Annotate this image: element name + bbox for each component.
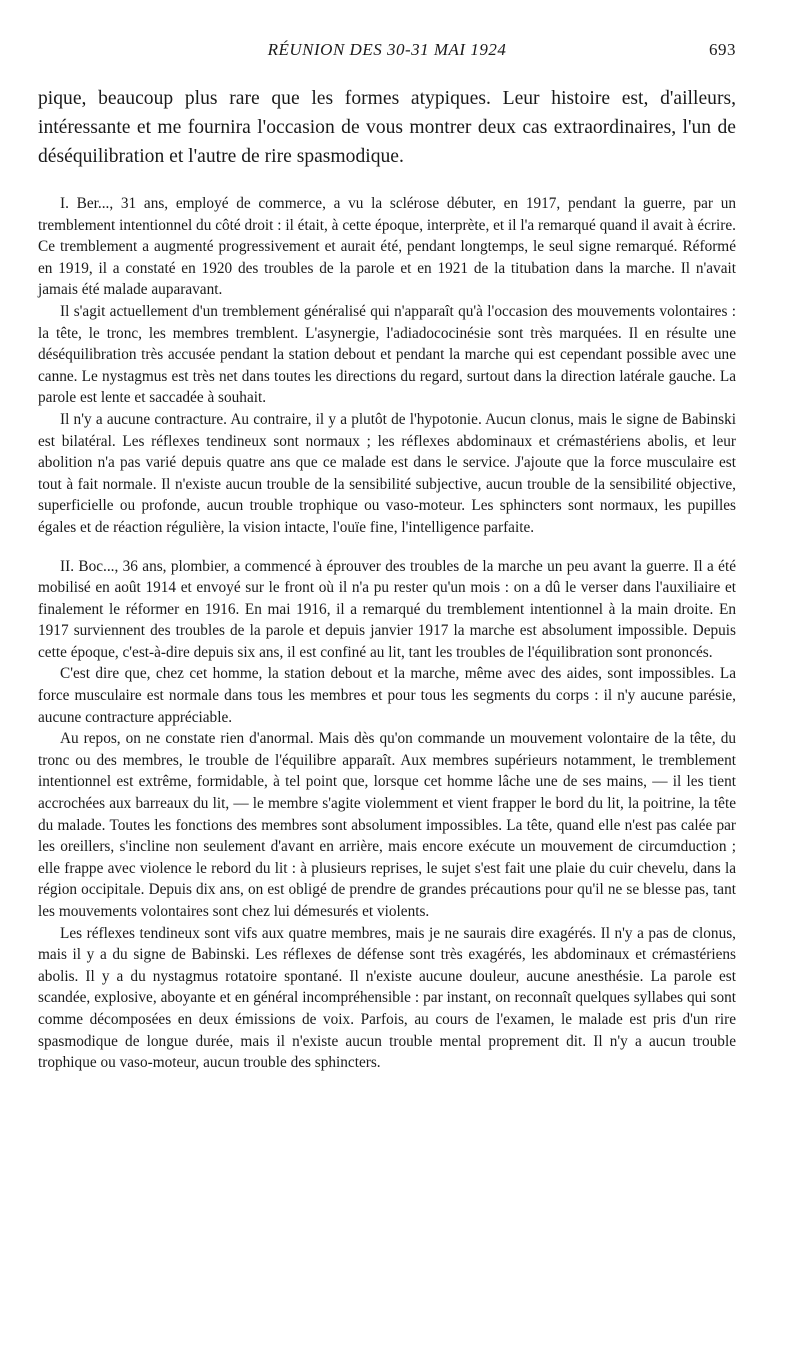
case-one-paragraph-2: Il s'agit actuellement d'un tremblement généralisé qui n'apparaît qu'à l'occasion des mouvements volontaires : la tête, le tronc, les membres tremblent. L'asynergie, l'adiadococinésie sont très marquées. Il en résulte une déséquilibration très accusée pendant la station debout et pendant la marche qui est cependant possible avec une canne. Le nystagmus est très net dans toutes les directions du regard, surtout dans la direction latérale gauche. La parole est lente et saccadée à souhait. — [38, 302, 736, 407]
case-one-paragraph-1: I. Ber..., 31 ans, employé de commerce, a vu la sclérose débuter, en 1917, pendant la guerre, par un tremblement intentionnel du côté droit : il était, à cette époque, interprète, et il l'a remarqué quand il avait à écrire. Ce tremblement a augmenté progressivement et aurait été, pendant longtemps, le seul signe remarqué. Réformé en 1919, il a constaté en 1920 des troubles de la parole et en 1921 de la titubation dans la marche. Il n'avait jamais été malade auparavant. — [38, 195, 736, 299]
case-two-paragraph-3: Au repos, on ne constate rien d'anormal. Mais dès qu'on commande un mouvement volontaire de la tête, du tronc ou des membres, le trouble de l'équilibre apparaît. Aux membres supérieurs notamment, le tremblement intentionnel est extrême, formidable, à tel point que, lorsque cet homme lâche une de ses mains, — il les tient accrochées aux barreaux du lit, — le membre s'agite violemment et vient frapper le bord du lit, la poitrine, la tête du malade. Toutes les fonctions des membres sont absolument impossibles. La tête, quand elle n'est pas calée par les oreillers, s'incline non seulement d'avant en arrière, mais encore exécute un mouvement de circumduction ; elle frappe avec violence le rebord du lit : à plusieurs reprises, le sujet s'est fait une plaie du cuir chevelu, dans la région occipitale. Depuis dix ans, on est obligé de prendre de grandes précautions pour qu'il ne se blesse pas, tant les mouvements volontaires sont chez lui démesurés et violents. — [38, 730, 736, 920]
case-two-paragraph-1: II. Boc..., 36 ans, plombier, a commencé à éprouver des troubles de la marche un peu avant la guerre. Il a été mobilisé en août 1914 et envoyé sur le front où il n'a pu rester qu'un mois : on a dû le verser dans l'auxiliaire et finalement le réformer en 1916. En mai 1916, il a remarqué du tremblement intentionnel à la main droite. En 1917 surviennent des troubles de la parole et depuis janvier 1917 la marche est absolument impossible. Depuis cette époque, c'est-à-dire depuis six ans, il est confiné au lit, tant les troubles de l'équilibration sont prononcés. — [38, 557, 736, 661]
running-header — [38, 40, 736, 66]
case-one-paragraph-3: Il n'y a aucune contracture. Au contraire, il y a plutôt de l'hypotonie. Aucun clonus, mais le signe de Babinski est bilatéral. Les réflexes tendineux sont normaux ; les réflexes abdominaux et crémastériens abolis, et leur abolition n'a pas varié depuis quatre ans que ce malade est dans le service. J'ajoute que la force musculaire est tout à fait normale. Il n'existe aucun trouble de la sensibilité subjective, aucun trouble de la sensibilité objective, superficielle ou profonde, aucun trouble trophique ou vaso-moteur. Les sphincters sont normaux, les pupilles égales et de réaction régulière, la vision intacte, l'ouïe fine, l'intelligence parfaite. — [38, 410, 736, 536]
document-page — [38, 40, 736, 1074]
running-title: RÉUNION DES 30-31 MAI 1924 — [267, 40, 507, 59]
case-two-paragraph-4: Les réflexes tendineux sont vifs aux quatre membres, mais je ne saurais dire exagérés. Il n'y a pas de clonus, mais il y a du signe de Babinski. Les réflexes de défense sont très exagérés, les abdominaux et crémastériens abolis. Il y a du nystagmus rotatoire spontané. Il n'existe aucune douleur, aucune anesthésie. La parole est scandée, explosive, aboyante et en général incompréhensible : par instant, on reconnaît quelques syllabes qui sont comme décomposées en deux émissions de voix. Parfois, au cours de l'examen, le malade est pris d'un rire spasmodique de longue durée, mais il n'existe aucun trouble mental proprement dit. Il n'y a aucun trouble trophique ou vaso-moteur, aucun trouble des sphincters. — [38, 924, 736, 1072]
case-two-paragraph-2: C'est dire que, chez cet homme, la station debout et la marche, même avec des aides, sont impossibles. La force musculaire est normale dans tous les membres et pour tous les segments du corps : il n'y aucune parésie, aucune contracture appréciable. — [38, 665, 736, 726]
intro-paragraph: pique, beaucoup plus rare que les formes atypiques. Leur histoire est, d'ailleurs, intéressante et me fournira l'occasion de vous montrer deux cas extraordinaires, l'un de déséquilibration et l'autre de rire spasmodique. — [38, 88, 736, 167]
case-two — [38, 556, 736, 1074]
case-one — [38, 193, 736, 539]
page-number: 693 — [709, 40, 736, 59]
